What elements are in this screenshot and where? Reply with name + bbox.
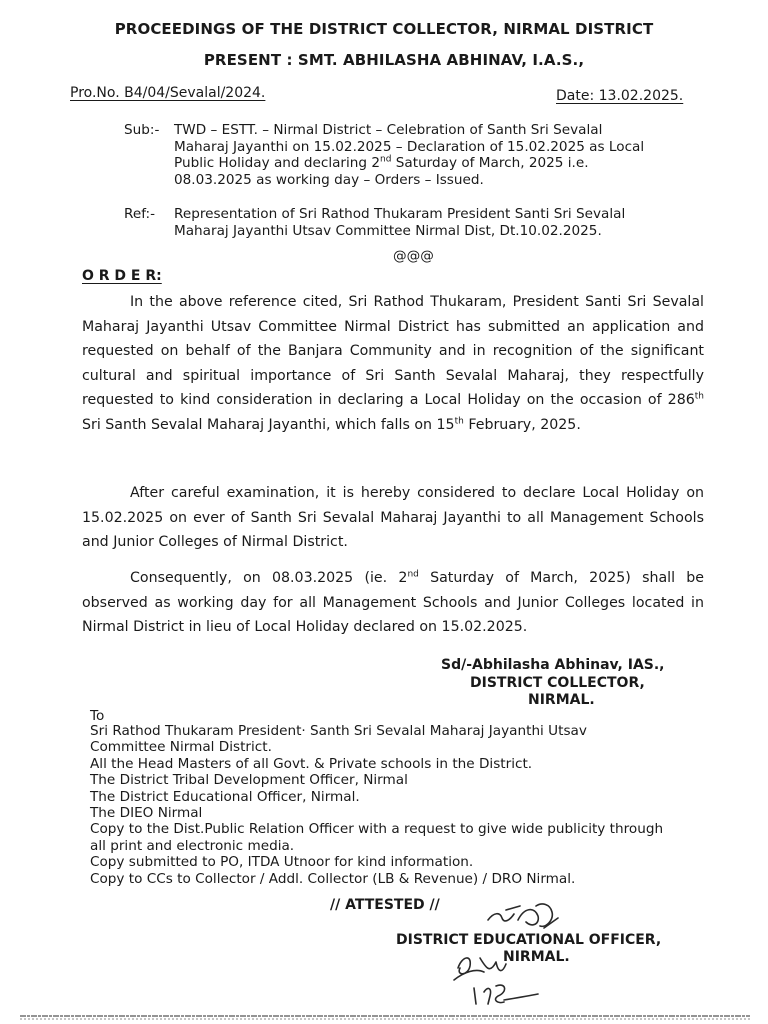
- order-paragraph-3: Consequently, on 08.03.2025 (ie. 2nd Saturday of March, 2025) shall be observed as working day for all Management Schools and Junior Colleges located in Nirmal District in lieu of Local Holiday declared on 15.02.2025.: [82, 569, 704, 635]
- list-item: Sri Rathod Thukaram President· Santh Sri Sevalal Maharaj Jayanthi Utsav: [90, 723, 587, 739]
- list-item: Copy to the Dist.Public Relation Officer with a request to give wide publicity through: [90, 821, 664, 838]
- deo-designation: DISTRICT EDUCATIONAL OFFICER,: [396, 932, 662, 948]
- list-item: The District Tribal Development Officer, Nirmal: [90, 772, 408, 789]
- scan-edge-rule: [20, 1012, 750, 1022]
- collector-location: NIRMAL.: [528, 692, 595, 708]
- distribution-list: [90, 723, 710, 887]
- document-date: Date: 13.02.2025.: [556, 88, 684, 104]
- reference-line-1: Representation of Sri Rathod Thukaram President Santi Sri Sevalal: [174, 206, 626, 222]
- list-item: The DIEO Nirmal: [90, 805, 203, 822]
- reference-text: [174, 206, 704, 239]
- order-paragraph-1: In the above reference cited, Sri Rathod Thukaram, President Santi Sri Sevalal Maharaj Jayanthi Utsav Committee Nirmal District has submitted an application and requested on behalf of the Banjara Community and in recognition of the significant cultural and spiritual importance of Sri Santh Sevalal Maharaj, they respectfully requested to kind consideration in declaring a Local Holiday on the occasion of 286th Sri Santh Sevalal Maharaj Jayanthi, which falls on 15th February, 2025.: [82, 294, 704, 433]
- list-item: Committee Nirmal District.: [90, 739, 272, 756]
- reference-line-2: Maharaj Jayanthi Utsav Committee Nirmal Dist, Dt.10.02.2025.: [174, 222, 602, 239]
- list-item: Copy to CCs to Collector / Addl. Collector (LB & Revenue) / DRO Nirmal.: [90, 870, 576, 887]
- subject-text: [174, 122, 704, 188]
- list-item: All the Head Masters of all Govt. & Private schools in the District.: [90, 755, 533, 772]
- separator-marks: @@@: [393, 248, 434, 264]
- list-item: all print and electronic media.: [90, 837, 295, 854]
- collector-signature: Sd/-Abhilasha Abhinav, IAS.,: [441, 657, 665, 673]
- subject-line-4: 08.03.2025 as working day – Orders – Issued.: [174, 171, 484, 188]
- handwritten-signature-icon: [440, 942, 550, 1012]
- subject-line-2: Maharaj Jayanthi on 15.02.2025 – Declaration of 15.02.2025 as Local: [174, 138, 645, 155]
- list-item: Copy submitted to PO, ITDA Utnoor for kind information.: [90, 854, 474, 871]
- subject-line-1: TWD – ESTT. – Nirmal District – Celebration of Santh Sri Sevalal: [174, 122, 603, 138]
- list-item: The District Educational Officer, Nirmal.: [90, 788, 360, 805]
- deo-location: NIRMAL.: [503, 949, 570, 965]
- proceedings-number: Pro.No. B4/04/Sevalal/2024.: [70, 85, 266, 101]
- subject-line-3: Public Holiday and declaring 2nd Saturday of March, 2025 i.e.: [174, 154, 589, 171]
- collector-designation: DISTRICT COLLECTOR,: [470, 675, 645, 691]
- order-heading: O R D E R:: [82, 268, 162, 284]
- distribution-to: To: [90, 708, 105, 724]
- reference-label: Ref:-: [124, 206, 155, 222]
- document-subtitle: PRESENT : SMT. ABHILASHA ABHINAV, I.A.S.,: [203, 51, 585, 69]
- attested-mark: // ATTESTED //: [330, 897, 440, 913]
- order-paragraph-2: After careful examination, it is hereby considered to declare Local Holiday on 15.02.2025 on ever of Santh Sri Sevalal Maharaj Jayanthi to all Management Schools and Junior Colleges of Nirmal District.: [82, 485, 704, 550]
- subject-label: Sub:-: [124, 122, 160, 138]
- document-title: PROCEEDINGS OF THE DISTRICT COLLECTOR, NIRMAL DISTRICT: [114, 20, 654, 38]
